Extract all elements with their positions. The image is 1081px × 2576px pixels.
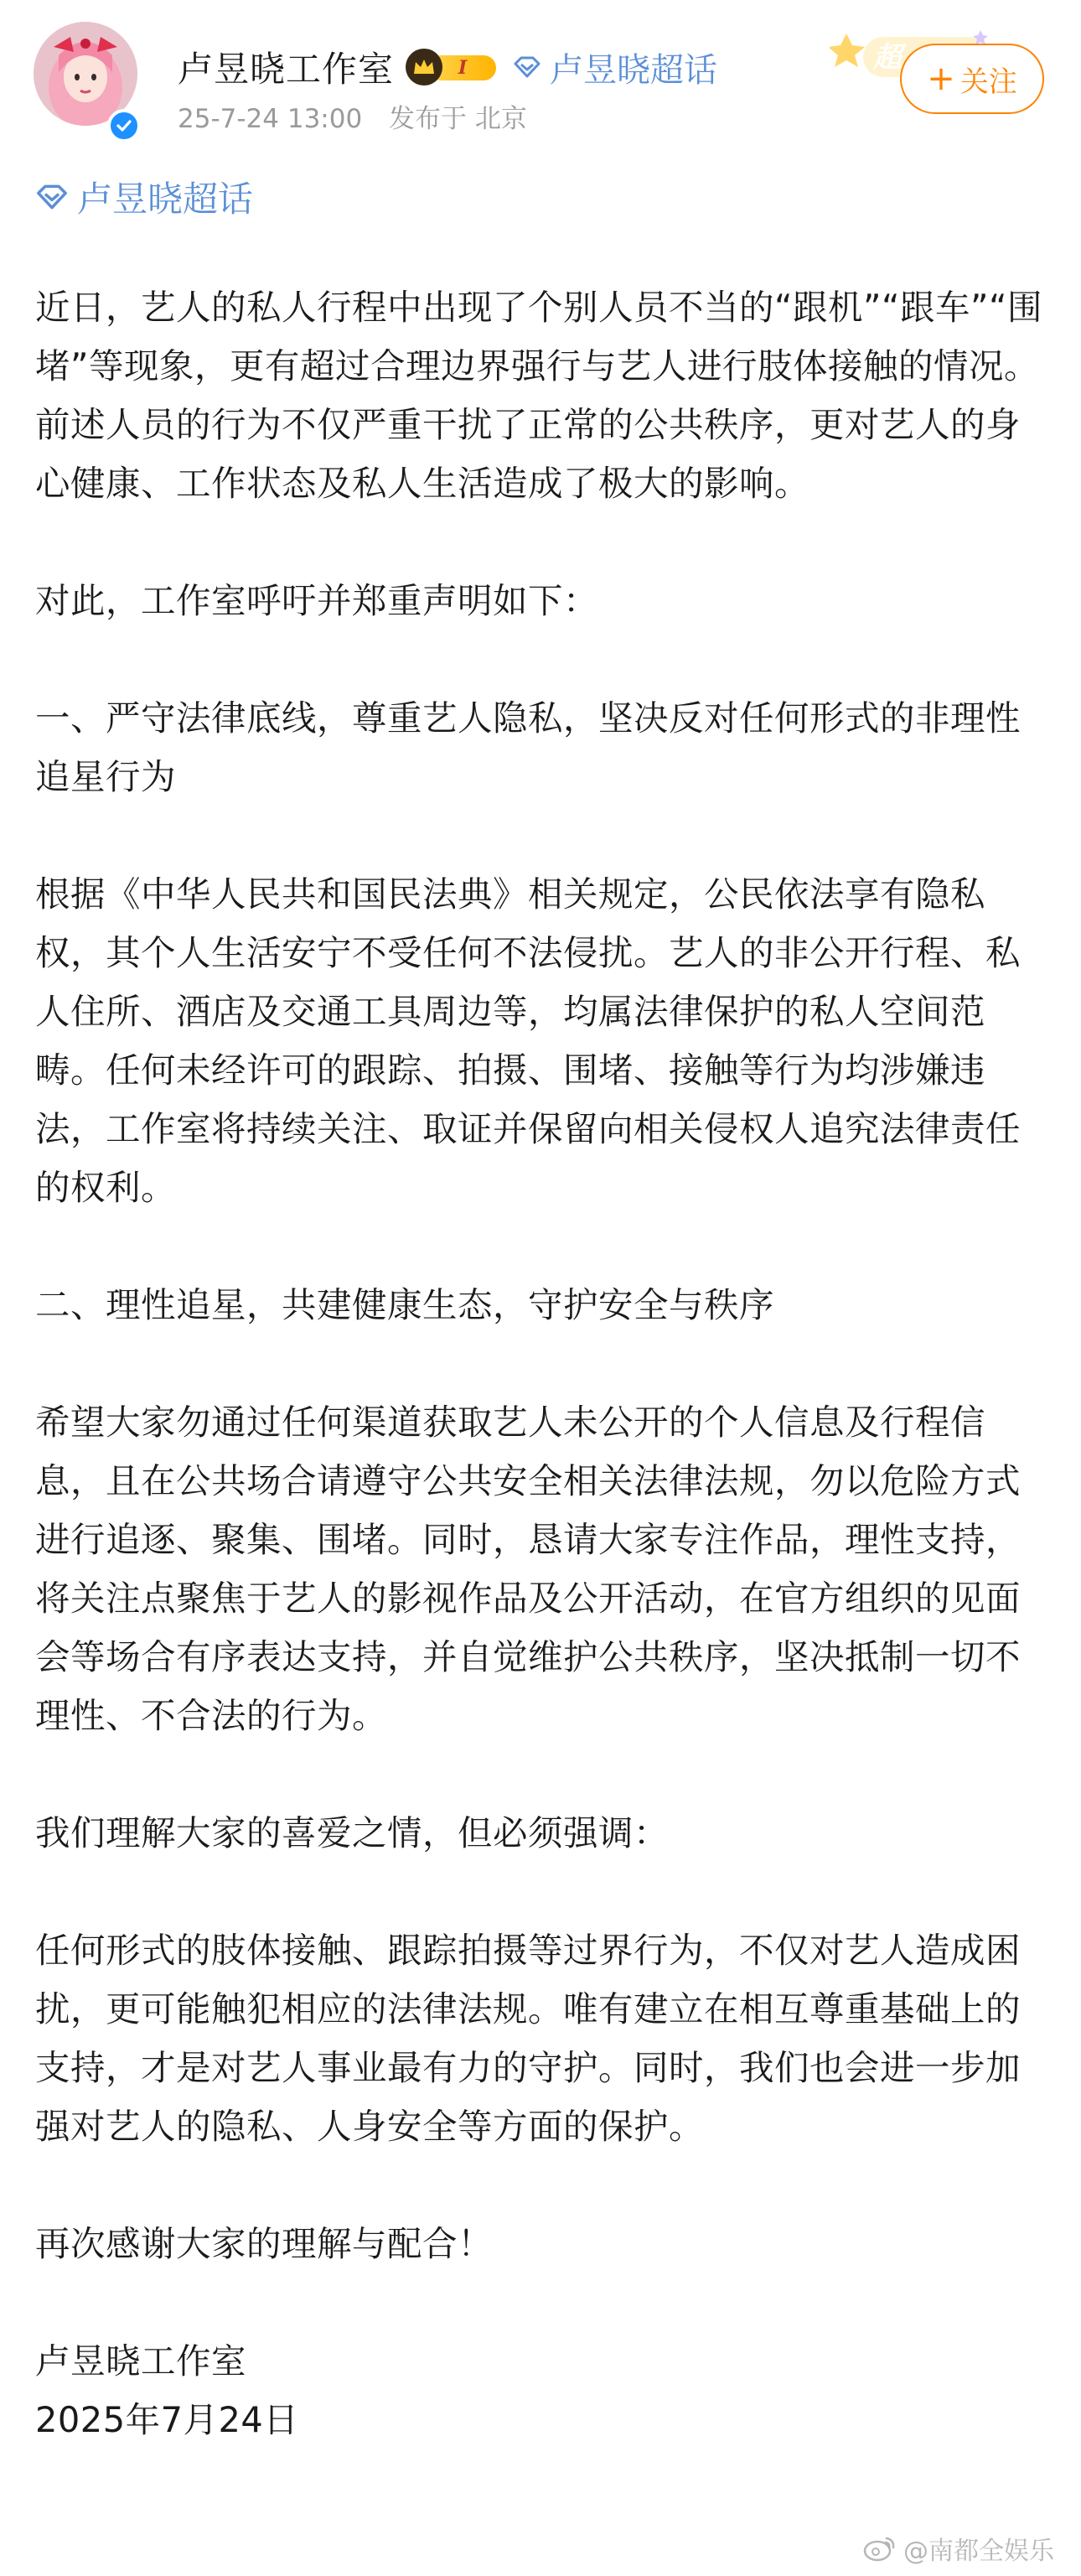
post-location: 发布于 北京 <box>389 104 527 134</box>
paragraph-thanks: 再次感谢大家的理解与配合！ <box>35 2223 494 2264</box>
diamond-icon <box>35 184 69 210</box>
paragraph-emphasis: 任何形式的肢体接触、跟踪拍摄等过界行为，不仅对艺人造成困扰，更可能触犯相应的法律法规。唯有建立在相互尊重基础上的支持，才是对艺人事业最有力的守护。同时，我们也会进一步加强对艺人的隐私、人身安全等方面的保护。 <box>35 1930 1022 2147</box>
paragraph-gap <box>35 1745 1049 1804</box>
paragraph-emphasis-lead: 我们理解大家的喜爱之情，但必须强调： <box>35 1812 670 1853</box>
paragraph-gap <box>35 513 1049 572</box>
paragraph-intro: 近日，艺人的私人行程中出现了个别人员不当的“跟机”“跟车”“围堵”等现象，更有超过合理边界强行与艺人进行肢体接触的情况。前述人员的行为不仅严重干扰了正常的公共秩序，更对艺人的身心健康、工作状态及私人生活造成了极大的影响。 <box>35 287 1043 504</box>
paragraph-gap <box>35 1335 1049 1393</box>
watermark <box>863 2530 1054 2567</box>
section-heading-2: 二、理性追星，共建健康生态，守护安全与秩序 <box>35 1284 775 1325</box>
paragraph-gap <box>35 2156 1049 2215</box>
paragraph-gap <box>35 1217 1049 1276</box>
svg-text:超: 超 <box>873 41 902 75</box>
supertopic-inline-link[interactable] <box>513 44 717 91</box>
section-heading-1: 一、严守法律底线，尊重艺人隐私，坚决反对任何形式的非理性追星行为 <box>35 697 1022 797</box>
post-meta <box>178 97 527 135</box>
paragraph-gap <box>35 630 1049 689</box>
paragraph-gap <box>35 1863 1049 1921</box>
paragraph-section-1: 根据《中华人民共和国民法典》相关规定，公民依法享有隐私权，其个人生活安宁不受任何不法侵扰。艺人的非公开行程、私人住所、酒店及交通工具周边等，均属法律保护的私人空间范畴。任何未经许可的跟踪、拍摄、围堵、接触等行为均涉嫌违法，工作室将持续关注、取证并保留向相关侵权人追究法律责任的权利。 <box>35 873 1022 1208</box>
signature-date: 2025年7月24日 <box>35 2399 299 2440</box>
diamond-icon <box>513 56 541 78</box>
supertopic-link[interactable] <box>35 172 253 222</box>
supertopic-inline-label: 卢昱晓超话 <box>550 50 718 90</box>
vip-level: I <box>429 55 496 80</box>
vip-badge[interactable] <box>406 49 499 86</box>
post-header <box>0 0 1081 168</box>
paragraph-section-2: 希望大家勿通过任何渠道获取艺人未公开的个人信息及行程信息，且在公共场合请遵守公共安全相关法律法规，勿以危险方式进行追逐、聚集、围堵。同时，恳请大家专注作品，理性支持，将关注点聚焦于艺人的影视作品及公开活动，在官方组织的见面会等场合有序表达支持，并自觉维护公共秩序，坚决抵制一切不理性、不合法的行为。 <box>35 1402 1022 1736</box>
paragraph-gap <box>35 806 1049 865</box>
signature-name: 卢昱晓工作室 <box>35 2340 247 2382</box>
plus-icon: + <box>927 60 955 98</box>
verified-icon <box>107 109 141 143</box>
watermark-label: @南都全娱乐 <box>903 2537 1054 2566</box>
paragraph-statement-lead: 对此，工作室呼吁并郑重声明如下： <box>35 580 599 621</box>
follow-button[interactable] <box>900 44 1044 114</box>
follow-label: 关注 <box>959 65 1017 99</box>
weibo-logo-icon <box>863 2535 897 2562</box>
post-timestamp: 25-7-24 13:00 <box>178 104 363 134</box>
crown-icon <box>406 49 442 86</box>
author-row <box>178 40 717 94</box>
author-name[interactable]: 卢昱晓工作室 <box>178 49 395 90</box>
paragraph-gap <box>35 2273 1049 2332</box>
supertopic-link-label: 卢昱晓超话 <box>77 179 254 220</box>
post-body <box>35 278 1049 2449</box>
